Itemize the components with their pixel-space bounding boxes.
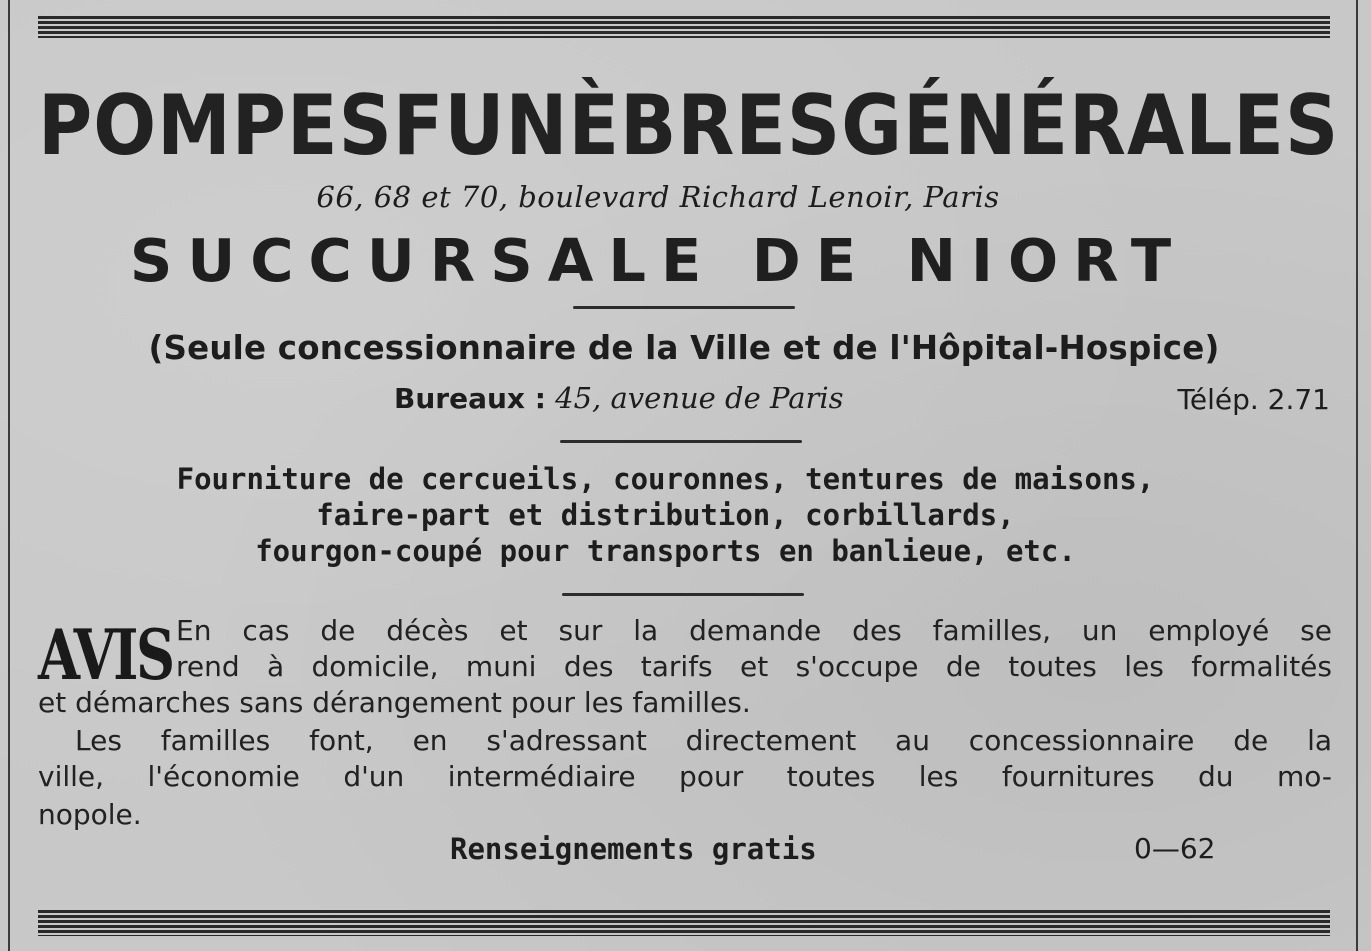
advert-reference-code: 0—62 [1134,832,1216,865]
divider [562,593,804,596]
services-line: faire-part et distribution, corbillards, [316,498,1015,532]
notice-line: En cas de décès et sur la demande des familles, un employé se [176,614,1332,647]
company-title [38,78,1340,175]
notice-line: nopole. [38,798,142,831]
notice-line: rend à domicile, muni des tarifs et s'occupe de toutes les formalités [176,650,1332,683]
office-address [394,381,844,415]
notice-heading: AVIS [38,614,173,696]
office-label: Bureaux : [394,382,546,415]
headquarters-address: 66, 68 et 70, boulevard Richard Lenoir, Paris [316,180,1000,214]
divider [573,306,795,309]
notice-line: Les familles font, en s'adressant directement au concessionnaire de la [75,724,1332,757]
divider [560,440,802,443]
title-word: FUNÈBRES [392,78,842,175]
concession-statement: (Seule concessionnaire de la Ville et de l'Hôpital-Hospice) [148,329,1220,367]
notice-line: ville, l'économie d'un intermédiaire pour toutes les fournitures du mo- [38,760,1332,793]
bottom-decorative-rule [38,910,1330,936]
title-word: GÉNÉRALES [841,78,1340,175]
notice-line: et démarches sans dérangement pour les familles. [38,686,751,719]
top-decorative-rule [38,16,1330,38]
title-word: POMPES [38,78,393,175]
branch-name: SUCCURSALE DE NIORT [129,226,1187,295]
services-line: fourgon-coupé pour transports en banlieue, etc. [255,534,1076,568]
information-note: Renseignements gratis [450,832,817,866]
telephone-number: Télép. 2.71 [1177,383,1330,416]
services-line: Fourniture de cercueils, couronnes, tentures de maisons, [176,462,1155,496]
office-street: 45, avenue de Paris [555,381,844,415]
